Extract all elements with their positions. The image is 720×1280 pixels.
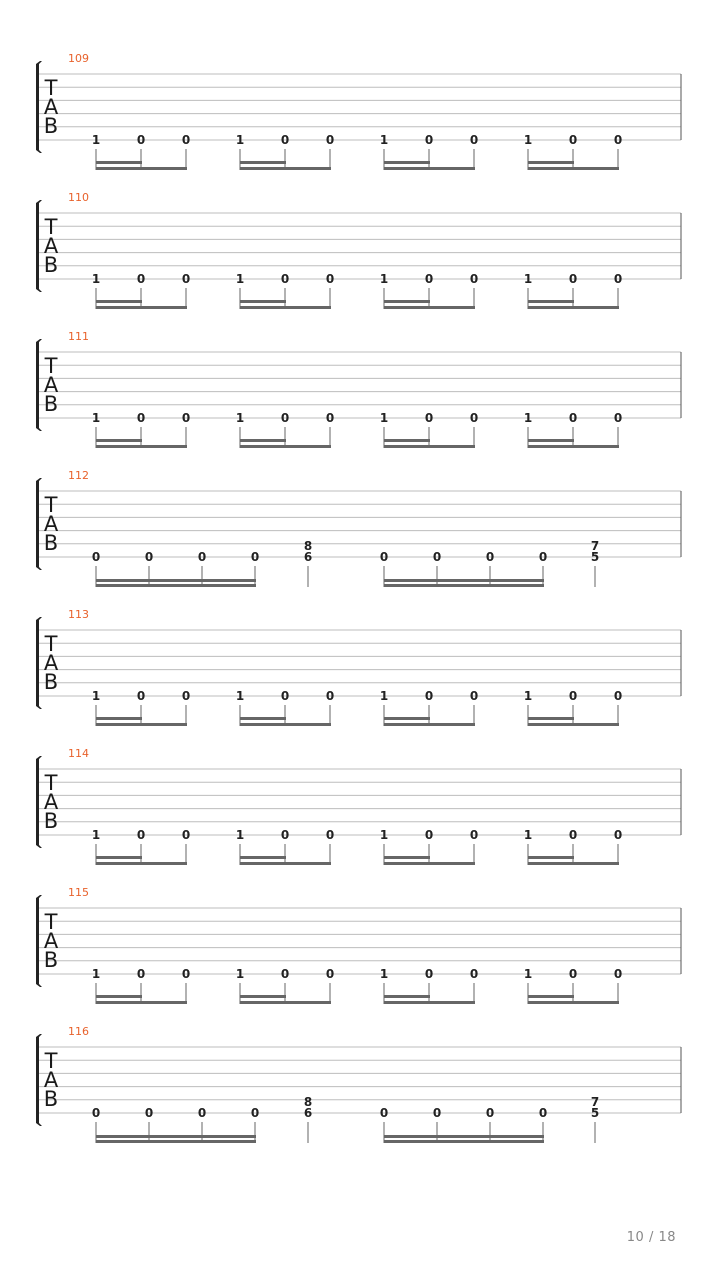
tab-system	[36, 191, 681, 309]
fret-number: 0	[136, 967, 146, 981]
tab-clef-letter: T	[44, 493, 58, 517]
tab-clef-letter: B	[43, 392, 59, 416]
fret-number: 0	[568, 133, 578, 147]
beam-secondary	[384, 161, 430, 164]
beam-secondary	[384, 856, 430, 859]
fret-number: 0	[538, 1106, 548, 1120]
fret-number: 0	[181, 689, 191, 703]
tab-clef-letter: A	[43, 929, 59, 953]
fret-number: 1	[91, 411, 101, 425]
beam-primary	[384, 306, 475, 309]
tab-clef-letter: T	[44, 910, 58, 934]
beam-secondary	[96, 856, 142, 859]
fret-number: 0	[424, 411, 434, 425]
beam-secondary	[528, 717, 574, 720]
measure-number: 109	[68, 52, 89, 65]
beam-secondary	[240, 300, 286, 303]
beam-secondary	[384, 300, 430, 303]
fret-number: 0	[469, 411, 479, 425]
fret-number: 0	[469, 828, 479, 842]
fret-number: 0	[379, 550, 389, 564]
beam-secondary	[240, 439, 286, 442]
fret-number: 0	[181, 272, 191, 286]
tab-clef-letter: T	[44, 76, 58, 100]
fret-number: 7	[590, 539, 600, 553]
beam-primary	[384, 584, 544, 587]
beam-secondary	[384, 1135, 544, 1138]
system-bracket	[36, 1034, 42, 1126]
fret-number: 0	[181, 828, 191, 842]
fret-number: 0	[250, 1106, 260, 1120]
beam-primary	[528, 167, 619, 170]
fret-number: 0	[136, 689, 146, 703]
fret-number: 1	[379, 828, 389, 842]
fret-number: 0	[424, 967, 434, 981]
beam-primary	[96, 445, 187, 448]
tab-system	[36, 608, 681, 726]
beam-primary	[528, 1001, 619, 1004]
fret-number: 0	[197, 550, 207, 564]
tab-clef-letter: A	[43, 95, 59, 119]
measure-number: 110	[68, 191, 89, 204]
beam-secondary	[96, 717, 142, 720]
fret-number: 1	[91, 133, 101, 147]
tab-system	[36, 747, 681, 865]
tab-clef-letter: A	[43, 651, 59, 675]
system-bracket	[36, 61, 42, 153]
fret-number: 1	[523, 967, 533, 981]
fret-number: 1	[523, 272, 533, 286]
fret-number: 0	[280, 133, 290, 147]
fret-number: 0	[325, 411, 335, 425]
fret-number: 0	[250, 550, 260, 564]
fret-number: 1	[523, 411, 533, 425]
beam-secondary	[384, 995, 430, 998]
tab-clef-letter: B	[43, 1087, 59, 1111]
fret-number: 1	[523, 828, 533, 842]
fret-number: 0	[613, 689, 623, 703]
fret-number: 0	[379, 1106, 389, 1120]
beam-secondary	[240, 161, 286, 164]
fret-number: 0	[181, 411, 191, 425]
fret-number: 0	[538, 550, 548, 564]
system-bracket	[36, 895, 42, 987]
fret-number: 1	[379, 133, 389, 147]
page-indicator: 10 / 18	[626, 1230, 676, 1245]
beam-secondary	[96, 300, 142, 303]
fret-number: 0	[280, 967, 290, 981]
tab-clef-letter: A	[43, 512, 59, 536]
tab-clef-letter: A	[43, 790, 59, 814]
fret-number: 5	[590, 1106, 600, 1120]
measure-number: 113	[68, 608, 89, 621]
beam-primary	[96, 1140, 256, 1143]
beam-primary	[384, 1140, 544, 1143]
fret-number: 1	[91, 828, 101, 842]
fret-number: 1	[379, 411, 389, 425]
fret-number: 1	[235, 133, 245, 147]
fret-number: 1	[91, 272, 101, 286]
fret-number: 1	[235, 272, 245, 286]
measure-number: 112	[68, 469, 89, 482]
fret-number: 0	[485, 1106, 495, 1120]
fret-number: 0	[613, 828, 623, 842]
fret-number: 6	[303, 1106, 313, 1120]
beam-primary	[528, 306, 619, 309]
fret-number: 0	[91, 550, 101, 564]
beam-secondary	[528, 856, 574, 859]
fret-number: 1	[379, 967, 389, 981]
beam-primary	[384, 862, 475, 865]
fret-number: 0	[280, 272, 290, 286]
beam-primary	[96, 306, 187, 309]
beam-primary	[384, 445, 475, 448]
fret-number: 0	[181, 133, 191, 147]
fret-number: 0	[568, 272, 578, 286]
fret-number: 5	[590, 550, 600, 564]
fret-number: 0	[325, 689, 335, 703]
tab-clef-letter: A	[43, 1068, 59, 1092]
system-bracket	[36, 200, 42, 292]
fret-number: 0	[325, 272, 335, 286]
beam-secondary	[96, 1135, 256, 1138]
fret-number: 1	[91, 967, 101, 981]
beam-secondary	[528, 161, 574, 164]
fret-number: 1	[91, 689, 101, 703]
fret-number: 0	[280, 689, 290, 703]
fret-number: 1	[235, 689, 245, 703]
fret-number: 0	[91, 1106, 101, 1120]
fret-number: 8	[303, 539, 313, 553]
beam-primary	[240, 445, 331, 448]
beam-secondary	[96, 161, 142, 164]
tab-clef-letter: T	[44, 771, 58, 795]
fret-number: 0	[325, 133, 335, 147]
fret-number: 1	[523, 133, 533, 147]
tab-clef-letter: B	[43, 114, 59, 138]
beam-primary	[528, 862, 619, 865]
fret-number: 0	[325, 828, 335, 842]
beam-secondary	[240, 717, 286, 720]
fret-number: 0	[424, 828, 434, 842]
beam-primary	[528, 445, 619, 448]
system-bracket	[36, 339, 42, 431]
tab-system	[36, 52, 681, 170]
fret-number: 0	[469, 272, 479, 286]
tab-clef-letter: B	[43, 809, 59, 833]
measure-number: 114	[68, 747, 89, 760]
tab-clef-letter: T	[44, 215, 58, 239]
beam-secondary	[96, 439, 142, 442]
fret-number: 0	[568, 967, 578, 981]
measure-number: 115	[68, 886, 89, 899]
tab-clef-letter: T	[44, 354, 58, 378]
fret-number: 0	[613, 967, 623, 981]
tab-clef-letter: B	[43, 948, 59, 972]
tab-clef-letter: A	[43, 373, 59, 397]
beam-secondary	[240, 856, 286, 859]
fret-number: 7	[590, 1095, 600, 1109]
tab-clef-letter: B	[43, 670, 59, 694]
fret-number: 1	[235, 967, 245, 981]
fret-number: 0	[181, 967, 191, 981]
fret-number: 6	[303, 550, 313, 564]
beam-primary	[240, 862, 331, 865]
beam-secondary	[96, 995, 142, 998]
beam-secondary	[528, 300, 574, 303]
tab-clef-letter: B	[43, 531, 59, 555]
fret-number: 0	[325, 967, 335, 981]
beam-primary	[384, 1001, 475, 1004]
fret-number: 1	[379, 272, 389, 286]
beam-primary	[96, 862, 187, 865]
fret-number: 0	[280, 411, 290, 425]
tab-clef-letter: T	[44, 632, 58, 656]
beam-primary	[240, 167, 331, 170]
tab-system	[36, 469, 681, 587]
fret-number: 0	[424, 272, 434, 286]
system-bracket	[36, 478, 42, 570]
beam-primary	[96, 167, 187, 170]
beam-secondary	[384, 717, 430, 720]
fret-number: 0	[136, 828, 146, 842]
beam-secondary	[240, 995, 286, 998]
fret-number: 0	[613, 411, 623, 425]
fret-number: 0	[424, 689, 434, 703]
fret-number: 0	[469, 689, 479, 703]
beam-primary	[240, 306, 331, 309]
fret-number: 0	[432, 1106, 442, 1120]
beam-secondary	[384, 439, 430, 442]
beam-primary	[240, 723, 331, 726]
tab-clef-letter: T	[44, 1049, 58, 1073]
fret-number: 0	[144, 550, 154, 564]
fret-number: 0	[568, 411, 578, 425]
beam-secondary	[96, 579, 256, 582]
fret-number: 1	[235, 411, 245, 425]
fret-number: 0	[568, 689, 578, 703]
tab-clef-letter: A	[43, 234, 59, 258]
beam-primary	[240, 1001, 331, 1004]
fret-number: 0	[197, 1106, 207, 1120]
fret-number: 0	[136, 411, 146, 425]
fret-number: 0	[280, 828, 290, 842]
beam-secondary	[384, 579, 544, 582]
beam-primary	[96, 723, 187, 726]
measure-number: 116	[68, 1025, 89, 1038]
tab-system	[36, 886, 681, 1004]
beam-secondary	[528, 439, 574, 442]
fret-number: 0	[485, 550, 495, 564]
measure-number: 111	[68, 330, 89, 343]
fret-number: 0	[613, 272, 623, 286]
beam-primary	[384, 723, 475, 726]
tab-system	[36, 1025, 681, 1143]
fret-number: 0	[424, 133, 434, 147]
fret-number: 1	[379, 689, 389, 703]
fret-number: 0	[613, 133, 623, 147]
fret-number: 0	[469, 967, 479, 981]
fret-number: 0	[469, 133, 479, 147]
system-bracket	[36, 756, 42, 848]
tab-clef-letter: B	[43, 253, 59, 277]
tab-system	[36, 330, 681, 448]
fret-number: 1	[235, 828, 245, 842]
fret-number: 8	[303, 1095, 313, 1109]
beam-primary	[96, 584, 256, 587]
fret-number: 0	[568, 828, 578, 842]
beam-secondary	[528, 995, 574, 998]
beam-primary	[528, 723, 619, 726]
beam-primary	[384, 167, 475, 170]
beam-primary	[96, 1001, 187, 1004]
fret-number: 0	[136, 133, 146, 147]
fret-number: 0	[432, 550, 442, 564]
system-bracket	[36, 617, 42, 709]
fret-number: 1	[523, 689, 533, 703]
fret-number: 0	[136, 272, 146, 286]
fret-number: 0	[144, 1106, 154, 1120]
